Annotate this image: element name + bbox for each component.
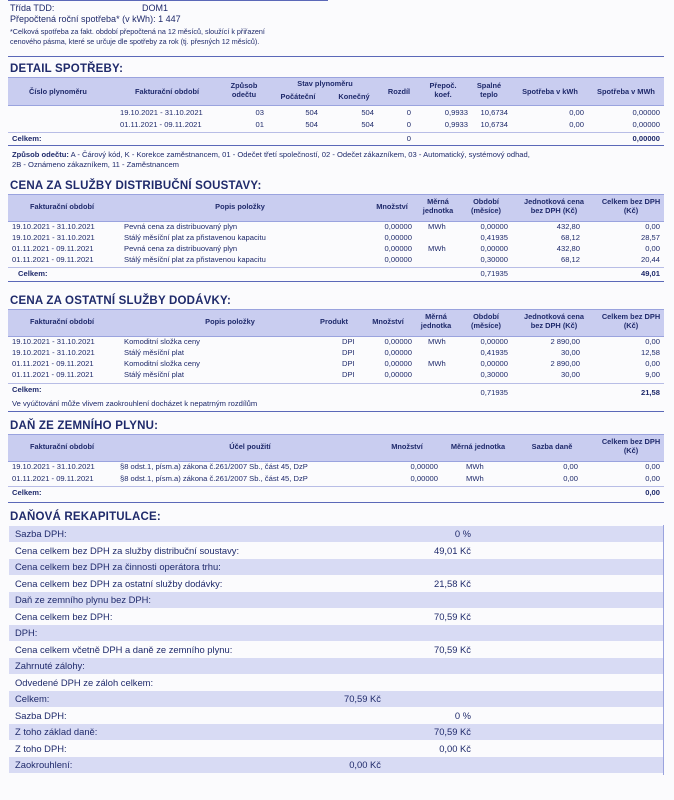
- detail-rozdil: 0: [406, 108, 411, 117]
- ostatni-total-mesice: 0,71935: [480, 388, 508, 397]
- ostatni-th-mnozstvi: Množství: [372, 317, 404, 326]
- detail-th-konecny: Konečný: [338, 92, 370, 101]
- distrib-total-label: Celkem:: [18, 269, 48, 278]
- recap-row: [9, 576, 663, 592]
- trida-label: Třída TDD:: [10, 3, 55, 13]
- ostatni-popis: Stálý měsíční plat: [124, 370, 184, 379]
- recap-label: Cena celkem bez DPH za služby distribuční soustavy:: [15, 544, 240, 556]
- recap-row: [9, 757, 663, 773]
- dan-th-jednotka: Měrná jednotka: [450, 442, 506, 451]
- dan-jednotka: MWh: [466, 462, 484, 471]
- recap-right-border: [663, 525, 664, 775]
- distrib-jedn-cena: 432,80: [556, 244, 580, 253]
- ostatni-th-popis: Popis položky: [205, 317, 255, 326]
- zpusob-legend-2: 2B - Oznámeno zákazníkem, 11 - Zaměstnancem: [12, 160, 179, 169]
- detail-rozdil: 0: [406, 120, 411, 129]
- detail-th-obdobi: Fakturační období: [134, 87, 200, 96]
- ostatni-popis: Stálý měsíční plat: [124, 348, 184, 357]
- recap-label: Odvedené DPH ze záloh celkem:: [15, 676, 154, 688]
- recap-row: [9, 691, 663, 707]
- ostatni-th-celkem: Celkem bez DPH (Kč): [601, 312, 661, 330]
- zpusob-legend-label: Způsob odečtu:: [12, 150, 69, 159]
- distrib-th-jedn-cena: Jednotková cena bez DPH (Kč): [524, 197, 584, 215]
- detail-kwh: 0,00: [569, 108, 584, 117]
- dan-title: DAŇ ZE ZEMNÍHO PLYNU:: [10, 420, 159, 432]
- ostatni-jednotka: MWh: [428, 359, 446, 368]
- detail-bottom-rule: [8, 145, 664, 146]
- zpusob-legend-1: [12, 150, 530, 160]
- distrib-mesice: 0,30000: [480, 255, 508, 264]
- distrib-th-mesice: Období (měsíce): [471, 197, 501, 215]
- distrib-mnozstvi: 0,00000: [384, 244, 412, 253]
- recap-label: Cena celkem bez DPH za činnosti operátora trhu:: [15, 561, 221, 572]
- recap-label: Cena celkem bez DPH za ostatní služby dodávky:: [15, 577, 223, 589]
- detail-total-mwh: 0,00000: [632, 134, 660, 143]
- distrib-popis: Stálý měsíční plat za přistavenou kapacitu: [124, 255, 266, 264]
- detail-spalne: 10,6734: [480, 108, 508, 117]
- ostatni-popis: Komoditní složka ceny: [124, 337, 200, 346]
- recap-label: Cena celkem včetně DPH a daně ze zemního plynu:: [15, 643, 233, 655]
- dan-mnozstvi: 0,00000: [410, 462, 438, 471]
- spotreba-note-1: *Celková spotřeba za fakt. období přepočtená na 12 měsíců, sloužící k přiřazení: [10, 27, 265, 36]
- recap-value-right: 49,01 Kč: [433, 544, 471, 556]
- recap-label: Z toho DPH:: [15, 742, 67, 754]
- detail-mwh: 0,00000: [632, 120, 660, 129]
- detail-kwh: 0,00: [569, 120, 584, 129]
- detail-th-spalne: Spalné teplo: [476, 81, 502, 99]
- detail-pocatecni: 504: [305, 120, 318, 129]
- ostatni-obdobi: 19.10.2021 - 31.10.2021: [12, 337, 95, 346]
- recap-label: Sazba DPH:: [15, 528, 67, 539]
- detail-th-rozdil: Rozdíl: [387, 87, 411, 96]
- dan-celkem: 0,00: [645, 462, 660, 471]
- detail-obdobi: 01.11.2021 - 09.11.2021: [120, 120, 202, 129]
- ostatni-popis: Komoditní složka ceny: [124, 359, 200, 368]
- dan-jednotka: MWh: [466, 474, 484, 483]
- recap-row: [9, 526, 663, 542]
- recap-row: [9, 708, 663, 724]
- recap-value-left: 70,59 Kč: [343, 693, 381, 704]
- recap-value-right: 70,59 Kč: [433, 610, 471, 622]
- distrib-obdobi: 19.10.2021 - 31.10.2021: [12, 222, 95, 231]
- ostatni-bottom-rule: [8, 411, 664, 412]
- distrib-total-rule: [8, 267, 664, 268]
- spotreba-note-2: cenového pásma, které se určuje dle spotřeby za rok (tj. přesných 12 měsíců).: [10, 37, 260, 46]
- distrib-jednotka: MWh: [428, 244, 446, 253]
- distrib-mnozstvi: 0,00000: [384, 233, 412, 242]
- dan-ucel: §8 odst.1, písm.a) zákona č.261/2007 Sb., část 45, DzP: [120, 474, 308, 483]
- recap-row: [9, 592, 663, 608]
- distrib-th-obdobi: Fakturační období: [29, 202, 95, 211]
- detail-mwh: 0,00000: [632, 108, 660, 117]
- distrib-bottom-rule: [8, 281, 664, 282]
- detail-th-pocatecni: Počáteční: [280, 92, 316, 101]
- ostatni-celkem: 0,00: [645, 337, 660, 346]
- detail-konecny: 504: [361, 108, 374, 117]
- detail-prepoc: 0,9933: [444, 108, 468, 117]
- recap-value-right: 21,58 Kč: [433, 577, 471, 589]
- distrib-total-mesice: 0,71935: [480, 269, 508, 278]
- recap-label: Cena celkem bez DPH:: [15, 610, 113, 622]
- ostatni-mnozstvi: 0,00000: [384, 348, 412, 357]
- dan-sazba: 0,00: [563, 474, 578, 483]
- recap-row: [9, 642, 663, 658]
- dan-bottom-rule: [8, 502, 664, 503]
- recap-row: [9, 609, 663, 625]
- recap-row: [9, 625, 663, 641]
- dan-th-obdobi: Fakturační období: [29, 442, 95, 451]
- ostatni-th-produkt: Produkt: [320, 317, 348, 326]
- ostatni-jedn-cena: 30,00: [560, 348, 580, 357]
- detail-th-zpusob: Způsob odečtu: [230, 81, 258, 99]
- dan-th-sazba: Sazba daně: [531, 442, 573, 451]
- recap-row: [9, 658, 663, 674]
- distrib-th-mnozstvi: Množství: [376, 202, 408, 211]
- ostatni-mesice: 0,00000: [480, 359, 508, 368]
- dan-th-celkem: Celkem bez DPH (Kč): [601, 437, 661, 455]
- ostatni-jednotka: MWh: [428, 337, 446, 346]
- ostatni-total-rule: [8, 383, 664, 384]
- ostatni-title: CENA ZA OSTATNÍ SLUŽBY DODÁVKY:: [10, 295, 232, 307]
- ostatni-produkt: DPI: [342, 348, 355, 357]
- recap-label: Celkem:: [15, 693, 50, 704]
- distrib-obdobi: 19.10.2021 - 31.10.2021: [12, 233, 95, 242]
- detail-title: DETAIL SPOTŘEBY:: [10, 63, 124, 75]
- recap-value-right: 0 %: [454, 709, 471, 721]
- distrib-celkem: 0,00: [645, 244, 660, 253]
- dan-obdobi: 19.10.2021 - 31.10.2021: [12, 462, 95, 471]
- ostatni-obdobi: 01.11.2021 - 09.11.2021: [12, 370, 94, 379]
- detail-zpusob: 03: [255, 108, 264, 117]
- detail-th-stav: Stav plynoměru: [297, 79, 353, 88]
- distrib-title: CENA ZA SLUŽBY DISTRIBUČNÍ SOUSTAVY:: [10, 180, 262, 192]
- recap-label: Sazba DPH:: [15, 709, 67, 721]
- dan-sazba: 0,00: [563, 462, 578, 471]
- detail-th-cislo: Číslo plynoměru: [29, 87, 87, 96]
- detail-zpusob: 01: [255, 120, 264, 129]
- dan-total-label: Celkem:: [12, 488, 42, 497]
- ostatni-celkem: 12,58: [640, 348, 660, 357]
- ostatni-mesice: 0,30000: [480, 370, 508, 379]
- recap-value-right: 0,00 Kč: [439, 742, 471, 754]
- detail-th-mwh: Spotřeba v MWh: [597, 87, 655, 96]
- detail-total-rule: [8, 132, 664, 133]
- distrib-jednotka: MWh: [428, 222, 446, 231]
- recap-label: Zahrnuté zálohy:: [15, 660, 85, 671]
- recap-label: DPH:: [15, 627, 38, 638]
- dan-total-celkem: 0,00: [645, 488, 660, 497]
- distrib-th-jednotka: Měrná jednotka: [422, 197, 454, 215]
- dan-ucel: §8 odst.1, písm.a) zákona č.261/2007 Sb., část 45, DzP: [120, 462, 308, 471]
- recap-value-right: 0 %: [454, 528, 471, 539]
- dan-mnozstvi: 0,00000: [410, 474, 438, 483]
- recap-value-left: 0,00 Kč: [349, 759, 381, 770]
- ostatni-th-mesice: Období (měsíce): [471, 312, 501, 330]
- distrib-mnozstvi: 0,00000: [384, 222, 412, 231]
- rounding-note: Ve vyúčtování může vlivem zaokrouhlení docházet k nepatrným rozdílům: [12, 399, 258, 408]
- ostatni-celkem: 0,00: [645, 359, 660, 368]
- detail-total-label: Celkem:: [12, 134, 42, 143]
- ostatni-mesice: 0,41935: [480, 348, 508, 357]
- distrib-jedn-cena: 68,12: [560, 233, 580, 242]
- detail-total-rozdil: 0: [406, 134, 411, 143]
- distrib-celkem: 0,00: [645, 222, 660, 231]
- detail-obdobi: 19.10.2021 - 31.10.2021: [120, 108, 203, 117]
- distrib-mesice: 0,00000: [480, 244, 508, 253]
- ostatni-celkem: 9,00: [645, 370, 660, 379]
- ostatni-jedn-cena: 30,00: [560, 370, 580, 379]
- distrib-mnozstvi: 0,00000: [384, 255, 412, 264]
- distrib-popis: Pevná cena za distribuovaný plyn: [124, 244, 238, 253]
- distrib-jedn-cena: 68,12: [560, 255, 580, 264]
- ostatni-th-obdobi: Fakturační období: [29, 317, 95, 326]
- recap-row: [9, 675, 663, 691]
- ostatni-mesice: 0,00000: [480, 337, 508, 346]
- distrib-celkem: 20,44: [640, 255, 660, 264]
- recap-title: DAŇOVÁ REKAPITULACE:: [10, 511, 161, 523]
- trida-value: DOM1: [142, 3, 169, 13]
- distrib-th-celkem: Celkem bez DPH (Kč): [601, 197, 661, 215]
- ostatni-obdobi: 19.10.2021 - 31.10.2021: [12, 348, 95, 357]
- distrib-obdobi: 01.11.2021 - 09.11.2021: [12, 244, 94, 253]
- dan-th-ucel: Účel použití: [229, 442, 271, 451]
- distrib-jedn-cena: 432,80: [556, 222, 580, 231]
- distrib-obdobi: 01.11.2021 - 09.11.2021: [12, 255, 94, 264]
- distrib-th-popis: Popis položky: [215, 202, 265, 211]
- detail-pocatecni: 504: [305, 108, 318, 117]
- dan-total-rule: [8, 486, 664, 487]
- ostatni-produkt: DPI: [342, 337, 355, 346]
- ostatni-jedn-cena: 2 890,00: [550, 337, 580, 346]
- distrib-celkem: 28,57: [640, 233, 660, 242]
- prepoctena-spotreba: Přepočtená roční spotřeba* (v kWh): 1 447: [10, 14, 181, 24]
- detail-spalne: 10,6734: [480, 120, 508, 129]
- distrib-mesice: 0,41935: [480, 233, 508, 242]
- dan-obdobi: 01.11.2021 - 09.11.2021: [12, 474, 94, 483]
- ostatni-produkt: DPI: [342, 370, 355, 379]
- distrib-mesice: 0,00000: [480, 222, 508, 231]
- detail-konecny: 504: [361, 120, 374, 129]
- recap-label: Z toho základ daně:: [15, 726, 98, 737]
- zpusob-legend-text: A - Čárový kód, K - Korekce zaměstnancem, 01 - Odečet třetí společností, 02 - Odečet zákazníkem, 03 - Automatický, systémový odhad,: [68, 150, 530, 159]
- recap-label: Daň ze zemního plynu bez DPH:: [15, 594, 152, 605]
- top-section-rule: [8, 56, 664, 57]
- ostatni-obdobi: 01.11.2021 - 09.11.2021: [12, 359, 94, 368]
- recap-value-right: 70,59 Kč: [433, 643, 471, 655]
- dan-celkem: 0,00: [645, 474, 660, 483]
- recap-label: Zaokrouhlení:: [15, 759, 73, 770]
- ostatni-th-jedn-cena: Jednotková cena bez DPH (Kč): [524, 312, 584, 330]
- ostatni-th-jednotka: Měrná jednotka: [420, 312, 452, 330]
- distrib-popis: Stálý měsíční plat za přistavenou kapacitu: [124, 233, 266, 242]
- ostatni-mnozstvi: 0,00000: [384, 359, 412, 368]
- top-rule: [8, 0, 328, 1]
- recap-value-right: 70,59 Kč: [433, 726, 471, 737]
- ostatni-mnozstvi: 0,00000: [384, 337, 412, 346]
- recap-row: [9, 724, 663, 740]
- recap-row: [9, 559, 663, 575]
- detail-th-kwh: Spotřeba v kWh: [522, 87, 578, 96]
- detail-th-prepoc: Přepoč. koef.: [429, 81, 457, 99]
- ostatni-produkt: DPI: [342, 359, 355, 368]
- ostatni-total-label: Celkem:: [12, 385, 42, 394]
- distrib-total-celkem: 49,01: [640, 269, 660, 278]
- detail-prepoc: 0,9933: [444, 120, 468, 129]
- ostatni-jedn-cena: 2 890,00: [550, 359, 580, 368]
- ostatni-total-celkem: 21,58: [640, 388, 660, 397]
- distrib-popis: Pevná cena za distribuovaný plyn: [124, 222, 238, 231]
- ostatni-mnozstvi: 0,00000: [384, 370, 412, 379]
- recap-row: [9, 741, 663, 757]
- recap-row: [9, 543, 663, 559]
- dan-th-mnozstvi: Množství: [391, 442, 423, 451]
